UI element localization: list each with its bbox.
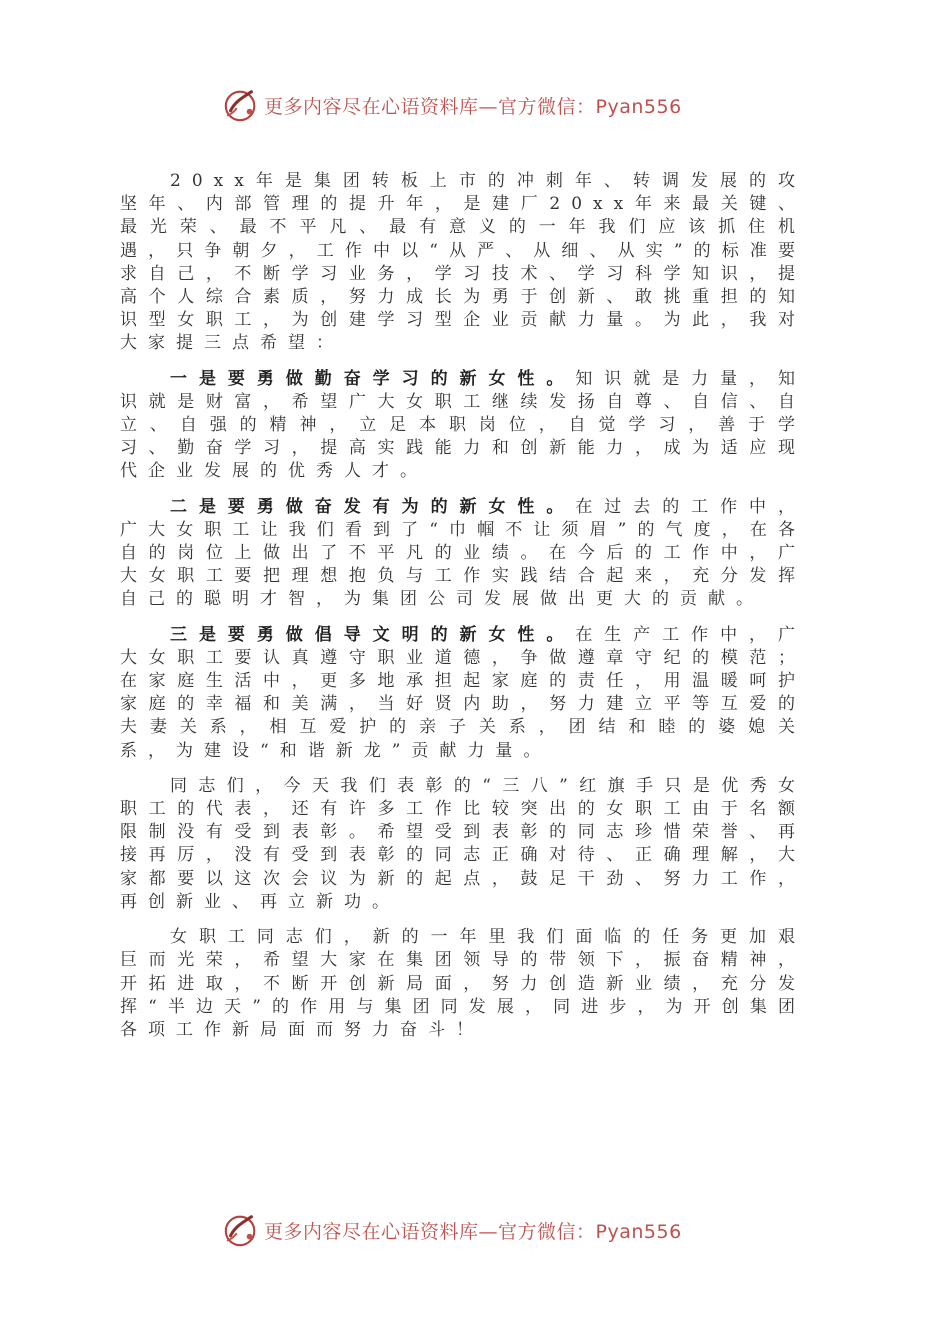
paragraph-heading: 一是要勇做勤奋学习的新女性。 [170,368,576,389]
ink-brush-logo-icon [222,86,260,124]
paragraph-heading: 三是要勇做倡导文明的新女性。 [170,624,576,645]
wechat-id: Pyan556 [595,95,682,118]
wechat-id: Pyan556 [595,1220,682,1243]
paragraph-comrades: 同志们，今天我们表彰的“三八”红旗手只是优秀女职工的代表，还有许多工作比较突出的女职工由于名额限制没有受到表彰。希望受到表彰的同志珍惜荣誉、再接再厉，没有受到表彰的同志正确对待、正确理解，大家都要以这次会议为新的起点，鼓足干劲、努力工作，再创新业、再立新功。 [120,775,806,912]
banner-text: 更多内容尽在心语资料库—官方微信：Pyan556 [264,95,682,118]
header-banner [222,85,742,125]
paragraph-heading: 二是要勇做奋发有为的新女性。 [170,496,576,517]
paragraph-hope-3: 三是要勇做倡导文明的新女性。在生产工作中，广大女职工要认真遵守职业道德，争做遵章守纪的模范；在家庭生活中，更多地承担起家庭的责任，用温暖呵护家庭的幸福和美满，当好贤内助，努力建立平等互爱的夫妻关系，相互爱护的亲子关系，团结和睦的婆媳关系，为建设“和谐新龙”贡献力量。 [120,624,807,761]
paragraph-hope-1: 一是要勇做勤奋学习的新女性。知识就是力量，知识就是财富，希望广大女职工继续发扬自尊、自信、自立、自强的精神，立足本职岗位，自觉学习，善于学习、勤奋学习，提高实践能力和创新能力，成为适应现代企业发展的优秀人才。 [120,368,807,482]
paragraph-hope-2: 二是要勇做奋发有为的新女性。在过去的工作中，广大女职工让我们看到了“巾帼不让须眉”的气度，在各自的岗位上做出了不平凡的业绩。在今后的工作中，广大女职工要把理想抱负与工作实践结合起来，充分发挥自己的聪明才智，为集团公司发展做出更大的贡献。 [120,496,807,610]
ink-brush-logo-icon [222,1211,260,1249]
document-body [120,170,806,1054]
footer-banner [222,1210,742,1250]
paragraph-closing: 女职工同志们，新的一年里我们面临的任务更加艰巨而光荣，希望大家在集团领导的带领下，振奋精神，开拓进取，不断开创新局面，努力创造新业绩，充分发挥“半边天”的作用与集团同发展，同进步，为开创集团各项工作新局面而努力奋斗！ [120,927,806,1040]
paragraph-intro: 20xx年是集团转板上市的冲刺年、转调发展的攻坚年、内部管理的提升年，是建厂20xx年来最关键、最光荣、最不平凡、最有意义的一年我们应该抓住机遇，只争朝夕，工作中以“从严、从细、从实”的标准要求自己，不断学习业务，学习技术、学习科学知识，提高个人综合素质，努力成长为勇于创新、敢挑重担的知识型女职工，为创建学习型企业贡献力量。为此，我对大家提三点希望： [120,171,806,354]
banner-text: 更多内容尽在心语资料库—官方微信：Pyan556 [264,1220,682,1243]
